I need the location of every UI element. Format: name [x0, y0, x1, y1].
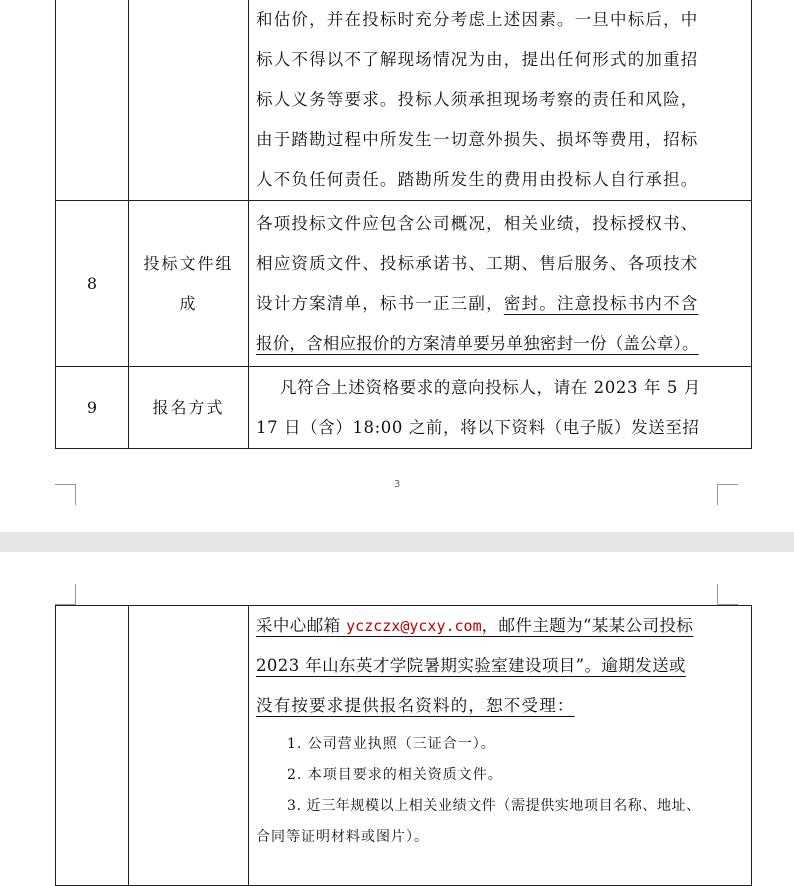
underlined-text: 密封。注意投标书内不含: [503, 293, 699, 313]
content-line: 标人义务等要求。投标人须承担现场考察的责任和风险，: [256, 90, 699, 109]
content-line: 标人不得以不了解现场情况为由，提出任何形式的加重招: [256, 50, 699, 69]
row-content-cell: [249, 201, 752, 367]
row-content-cell: [249, 0, 752, 201]
document-page-4: [0, 552, 794, 859]
row-content-cell: [249, 606, 752, 886]
row-title-cell: 报名方式: [129, 367, 249, 449]
row-title-line: 成: [179, 293, 198, 313]
page-number: 3: [393, 479, 401, 490]
row-content-cell: [249, 367, 752, 449]
row-title-cell: [129, 606, 249, 886]
content-text: 采中心邮箱: [256, 616, 347, 635]
list-item: 1. 公司营业执照（三证合一）。: [287, 736, 496, 752]
content-line: 2023 年山东英才学院暑期实验室建设项目”。逾期发送或: [256, 656, 686, 675]
content-line: 人不负任何责任。踏勘所发生的费用由投标人自行承担。: [256, 170, 699, 189]
requirements-table-page4: [55, 605, 752, 886]
list-item: 2. 本项目要求的相关资质文件。: [287, 767, 503, 783]
content-line: [256, 606, 744, 646]
requirements-table-page3: [55, 0, 752, 449]
row-number-cell: 8: [56, 201, 129, 367]
row-title-cell: [129, 201, 249, 367]
email-address: yczczx@ycxy.com: [346, 617, 482, 635]
table-row-9: [56, 367, 752, 449]
row-title-cell: [129, 0, 249, 201]
underlined-text: 报价，含相应报价的方案清单要另单独密封一份（盖公章）。: [256, 333, 699, 353]
page-corner-mark-left: [55, 584, 76, 605]
list-item: 3. 近三年规模以上相关业绩文件（需提供实地项目名称、地址、: [287, 798, 701, 814]
content-text: ，邮件主题为“某某公司投标: [481, 616, 694, 635]
content-line: 凡符合上述资格要求的意向投标人，请在 2023 年 5 月: [280, 377, 701, 397]
table-row-continued: [56, 0, 752, 201]
table-row-9-continued: [56, 606, 752, 886]
content-line: [256, 324, 744, 364]
content-line: 没有按要求提供报名资料的，恕不受理：: [256, 696, 575, 715]
content-line: 各项投标文件应包含公司概况，相关业绩，投标授权书、: [256, 213, 699, 233]
table-row-8: [56, 201, 752, 367]
content-line: [256, 284, 744, 324]
row-title-line: 投标文件组: [143, 253, 234, 273]
content-line: 由于踏勘过程中所发生一切意外损失、损坏等费用，招标: [256, 130, 699, 149]
row-number-cell: 9: [56, 367, 129, 449]
page-corner-mark-right: [717, 584, 738, 605]
row-number-cell: [56, 606, 129, 886]
content-line: 相应资质文件、投标承诺书、工期、售后服务、各项技术: [256, 253, 699, 273]
content-line: 和估价，并在投标时充分考虑上述因素。一旦中标后，中: [256, 10, 699, 29]
row-number-cell: [56, 0, 129, 201]
list-item-continued: 合同等证明材料或图片）。: [256, 829, 429, 845]
page-separator: [0, 532, 794, 552]
content-line: 17 日（含）18:00 之前，将以下资料（电子版）发送至招: [256, 417, 700, 437]
content-text: 设计方案清单，标书一正三副，: [256, 293, 504, 313]
